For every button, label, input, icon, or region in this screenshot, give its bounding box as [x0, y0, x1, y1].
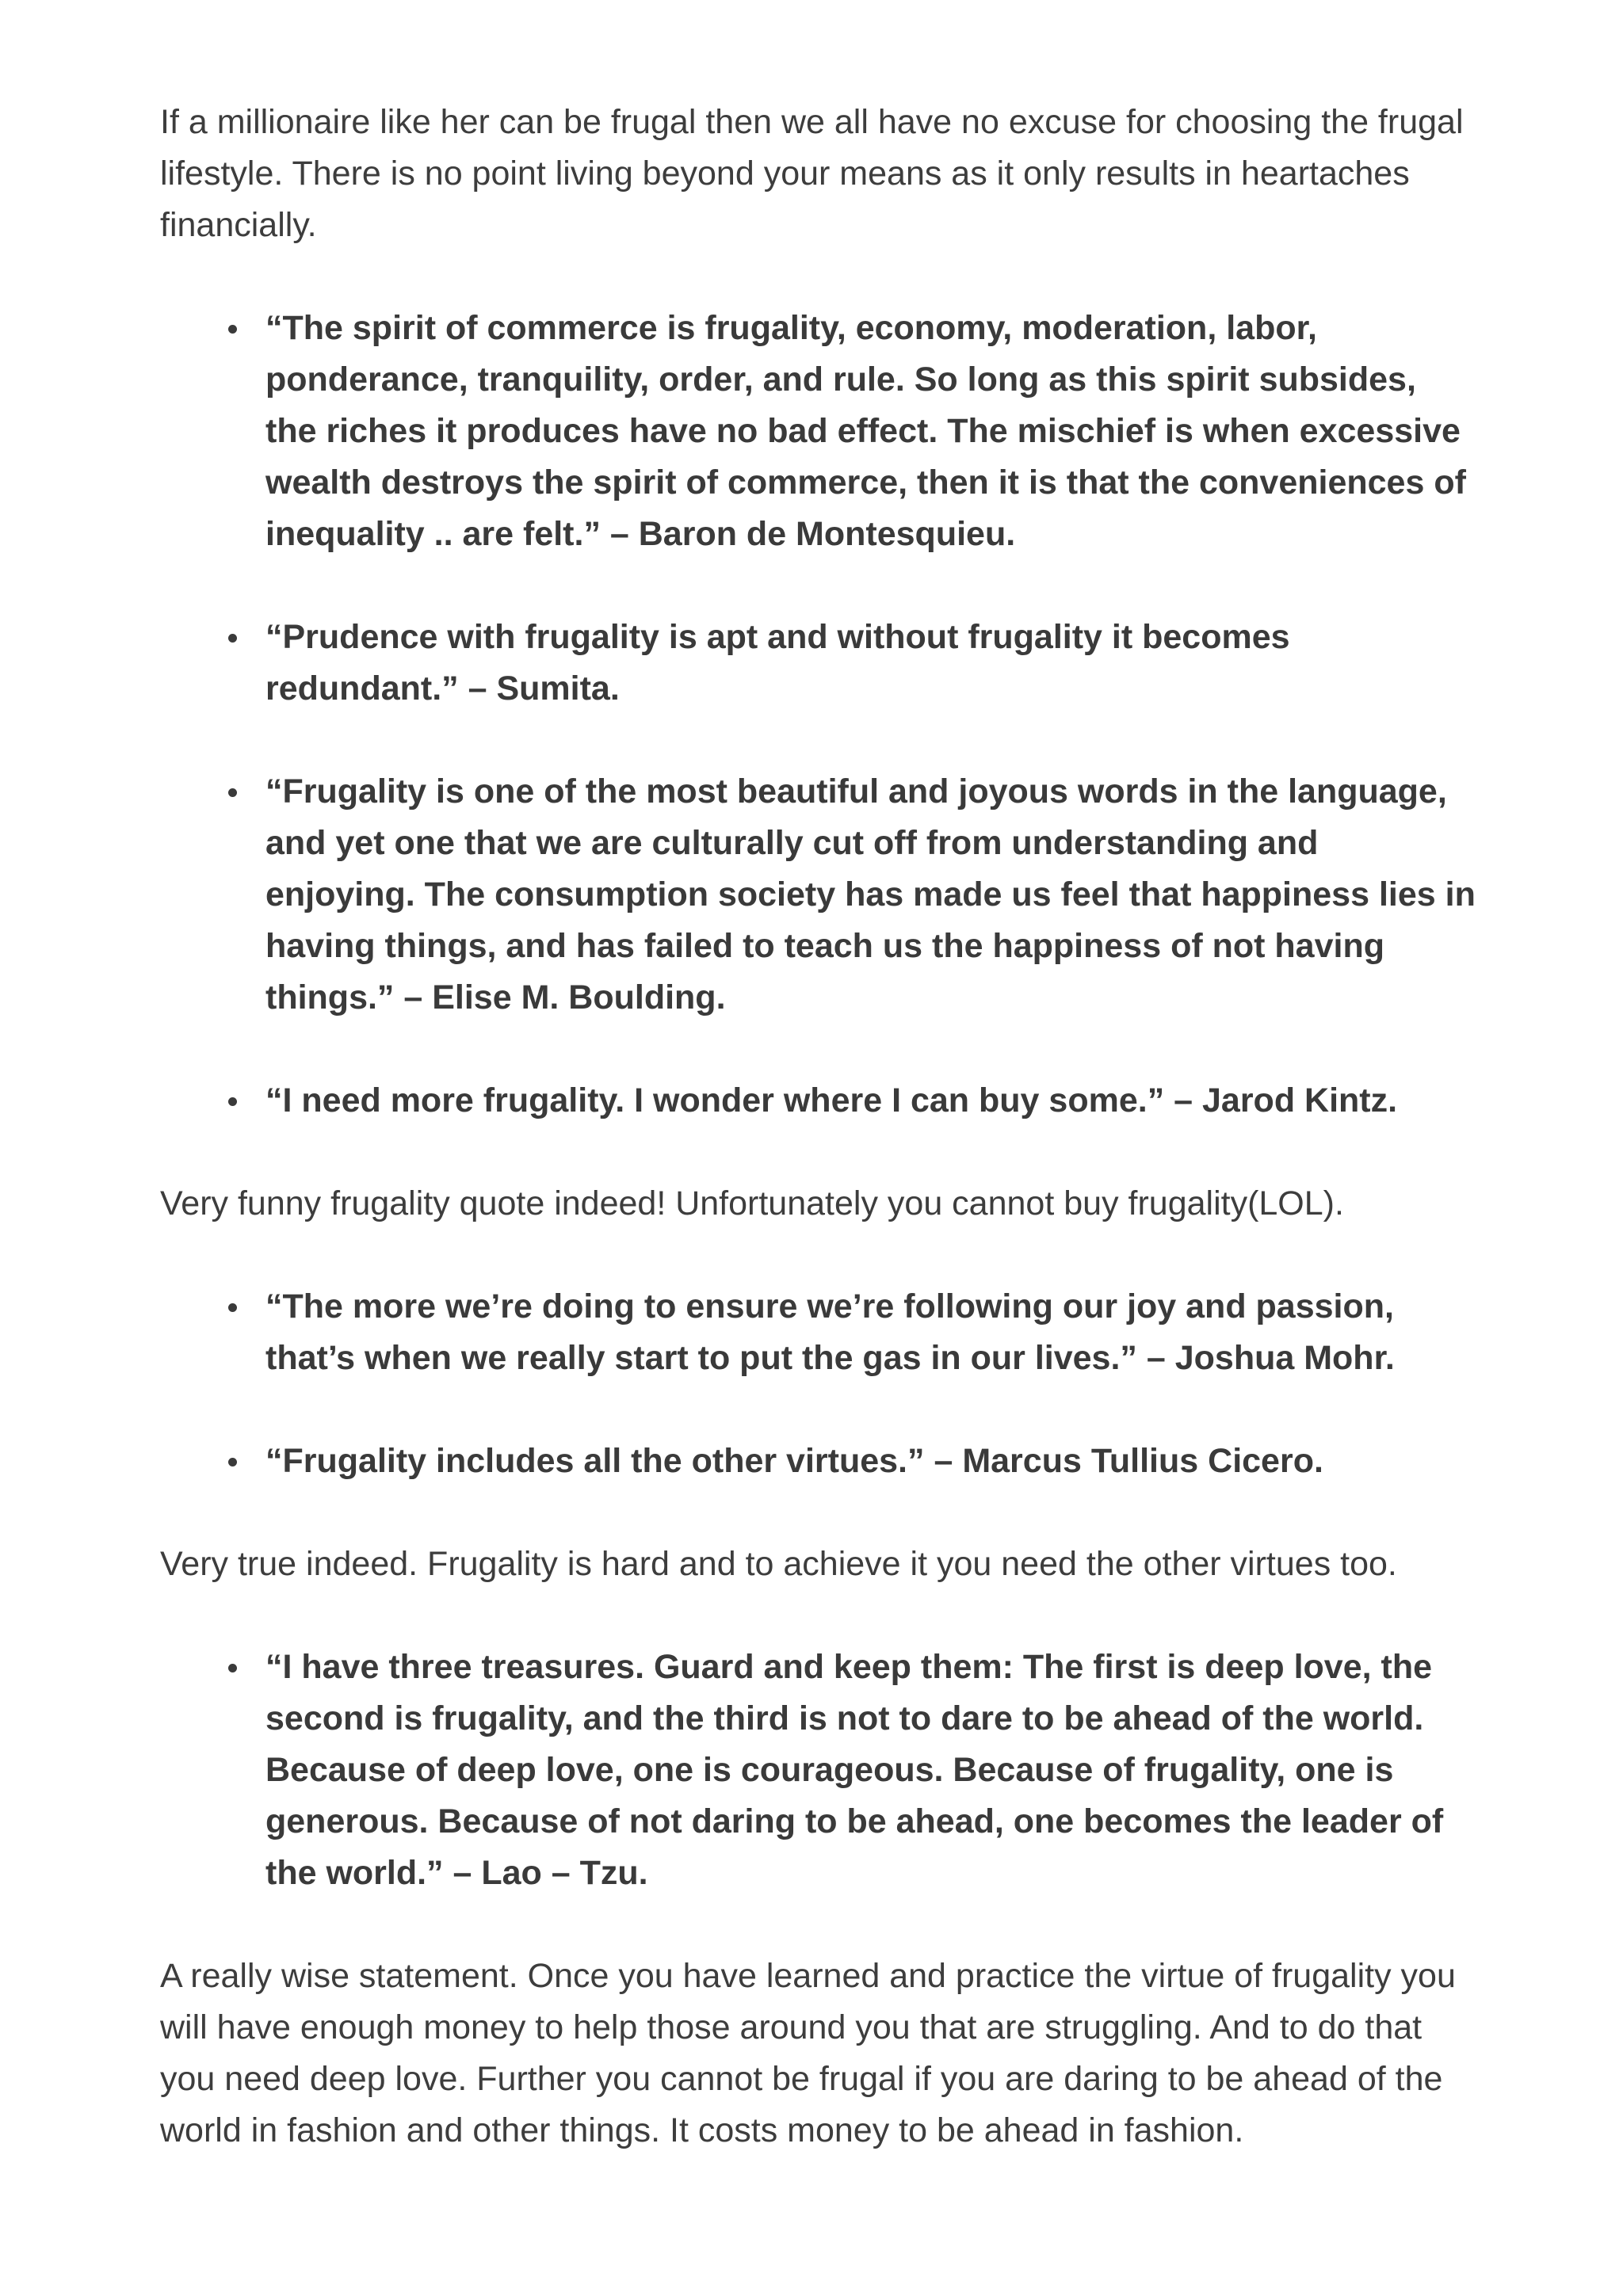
quote-text: “The spirit of commerce is frugality, economy, moderation, labor, ponderance, tranquility, order, and rule. So long as this spirit subsides, the riches it produces have no bad effect. The mischief is when excessive wealth destroys the spirit of commerce, then it is that the conveniences of inequality .. are felt.” – Baron de Montesquieu.	[265, 309, 1466, 553]
quote-item-kintz	[160, 1075, 1476, 1127]
quote-item-lao-tzu	[160, 1642, 1476, 1899]
bullet-icon	[228, 788, 237, 797]
bullet-icon	[228, 1097, 237, 1106]
bullet-icon	[228, 634, 237, 643]
document-body	[160, 97, 1476, 2157]
paragraph-wise-statement: A really wise statement. Once you have learned and practice the virtue of frugality you will have enough money to help those around you that are struggling. And to do that you need deep love. Further you cannot be frugal if you are daring to be ahead of the world in fashion and other things. It costs money to be ahead in fashion.	[160, 1957, 1456, 2149]
paragraph-funny: Very funny frugality quote indeed! Unfortunately you cannot buy frugality(LOL).	[160, 1184, 1344, 1222]
bullet-icon	[228, 1303, 237, 1312]
quote-list-2	[160, 1281, 1476, 1487]
quote-item-mohr	[160, 1281, 1476, 1384]
bullet-icon	[228, 1664, 237, 1672]
paragraph-virtues: Very true indeed. Frugality is hard and to achieve it you need the other virtues too.	[160, 1545, 1397, 1583]
quote-text: “Frugality is one of the most beautiful and joyous words in the language, and yet one that we are culturally cut off from understanding and enjoying. The consumption society has made us feel that happiness lies in having things, and has failed to teach us the happiness of not having things.” – Elise M. Boulding.	[265, 772, 1476, 1016]
quote-text: “Prudence with frugality is apt and without frugality it becomes redundant.” – Sumita.	[265, 618, 1290, 707]
bullet-icon	[228, 1458, 237, 1466]
quote-text: “Frugality includes all the other virtues.” – Marcus Tullius Cicero.	[265, 1442, 1323, 1480]
bullet-icon	[228, 325, 237, 334]
quote-item-sumita	[160, 612, 1476, 715]
quote-text: “The more we’re doing to ensure we’re following our joy and passion, that’s when we really start to put the gas in our lives.” – Joshua Mohr.	[265, 1287, 1395, 1377]
quote-text: “I need more frugality. I wonder where I can buy some.” – Jarod Kintz.	[265, 1081, 1398, 1119]
quote-list-1	[160, 303, 1476, 1127]
quote-text: “I have three treasures. Guard and keep them: The first is deep love, the second is frugality, and the third is not to dare to be ahead of the world. Because of deep love, one is courageous. Because of frugality, one is generous. Because of not daring to be ahead, one becomes the leader of the world.” – Lao – Tzu.	[265, 1648, 1444, 1892]
quote-item-montesquieu	[160, 303, 1476, 560]
quote-item-boulding	[160, 766, 1476, 1024]
paragraph-intro: If a millionaire like her can be frugal then we all have no excuse for choosing the frugal lifestyle. There is no point living beyond your means as it only results in heartaches financially.	[160, 103, 1464, 244]
quote-list-3	[160, 1642, 1476, 1899]
quote-item-cicero	[160, 1436, 1476, 1487]
